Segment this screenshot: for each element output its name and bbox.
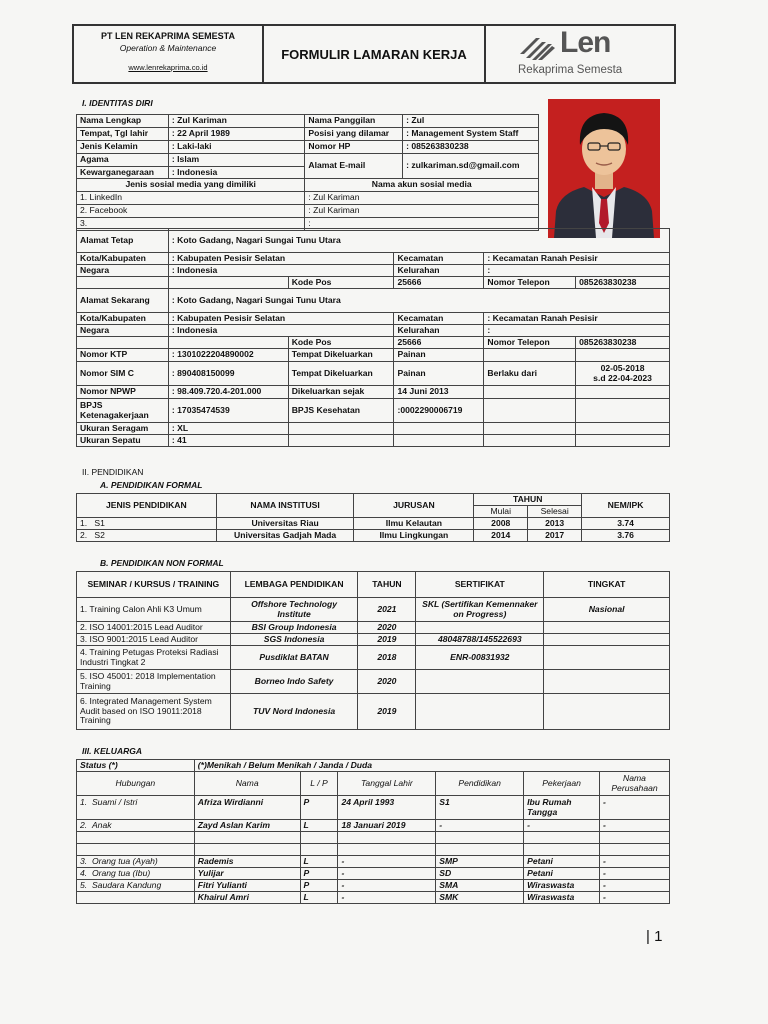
- hubungan-value: Anak: [91, 819, 112, 830]
- identity-table: [76, 114, 539, 231]
- label-nomor-telepon: Nomor Telepon: [484, 277, 576, 289]
- sertifikat-cell: [416, 622, 544, 634]
- value-nama-lengkap: : Zul Kariman: [168, 115, 304, 128]
- label-status: Status (*): [77, 760, 195, 772]
- pendidikan-cell: SMA: [436, 880, 524, 892]
- header-mulai: Mulai: [474, 506, 528, 518]
- value-seragam: : XL: [168, 423, 288, 435]
- pendidikan-cell: -: [436, 820, 524, 832]
- value-ktp: : 1301022204890002: [168, 349, 288, 362]
- row-number: 5.: [80, 879, 88, 890]
- section-keluarga-title: III. KELUARGA: [82, 746, 142, 756]
- nama-cell: Khairul Amri: [194, 892, 300, 904]
- nama-cell: Rademis: [194, 856, 300, 868]
- value-agama: : Islam: [168, 154, 304, 167]
- label-nomor-hp: Nomor HP: [305, 141, 403, 154]
- nama-cell: Yulijar: [194, 868, 300, 880]
- perusahaan-cell: -: [600, 856, 670, 868]
- header-selesai: Selesai: [528, 506, 582, 518]
- selesai-cell: 2013: [528, 518, 582, 530]
- value-bpjs-kes: :0002290006719: [394, 399, 484, 423]
- label-npwp: Nomor NPWP: [77, 386, 169, 399]
- sosmed-jenis: 2. Facebook: [77, 205, 305, 218]
- label-email: Alamat E-mail: [305, 154, 403, 179]
- header-tahun: TAHUN: [474, 494, 582, 506]
- table-row: [77, 844, 670, 856]
- lp-cell: P: [300, 868, 338, 880]
- hubungan-cell: [77, 820, 195, 832]
- hubungan-cell: [77, 856, 195, 868]
- tingkat-cell: [544, 634, 670, 646]
- table-row: [77, 880, 670, 892]
- value-sim: : 890408150099: [168, 362, 288, 386]
- label-berlaku: Berlaku dari: [484, 362, 576, 386]
- seminar-cell: 2. ISO 14001:2015 Lead Auditor: [77, 622, 231, 634]
- address-table: [76, 228, 670, 447]
- label-nomor-telepon: Nomor Telepon: [484, 337, 576, 349]
- header-jenis: JENIS PENDIDIKAN: [77, 494, 217, 518]
- header-institusi: NAMA INSTITUSI: [216, 494, 354, 518]
- value-email: : zulkariman.sd@gmail.com: [403, 154, 539, 179]
- header-tanggal-lahir: Tanggal Lahir: [338, 772, 436, 796]
- tgl-cell: -: [338, 892, 436, 904]
- lembaga-cell: SGS Indonesia: [230, 634, 358, 646]
- berlaku-dari: 02-05-2018: [600, 362, 645, 373]
- sertifikat-cell: 48048788/145522693: [416, 634, 544, 646]
- header-nama: Nama: [194, 772, 300, 796]
- jenis-value: S2: [94, 529, 105, 540]
- hubungan-cell: [77, 868, 195, 880]
- lembaga-cell: Borneo Indo Safety: [230, 670, 358, 694]
- sosmed-jenis: 1. LinkedIn: [77, 192, 305, 205]
- label-sim: Nomor SIM C: [77, 362, 169, 386]
- pekerjaan-cell: Petani: [524, 856, 600, 868]
- tgl-cell: 18 Januari 2019: [338, 820, 436, 832]
- value-kelurahan: :: [484, 325, 670, 337]
- label-kode-pos: Kode Pos: [288, 277, 394, 289]
- pekerjaan-cell: Wiraswasta: [524, 892, 600, 904]
- seminar-cell: 1. Training Calon Ahli K3 Umum: [77, 598, 231, 622]
- section-identitas-title: I. IDENTITAS DIRI: [82, 98, 153, 108]
- lembaga-cell: Pusdiklat BATAN: [230, 646, 358, 670]
- label-ktp-tempat: Tempat Dikeluarkan: [288, 349, 394, 362]
- sosmed-akun: :: [305, 218, 539, 231]
- nama-cell: Afriza Wirdianni: [194, 796, 300, 820]
- tahun-cell: 2020: [358, 670, 416, 694]
- lp-cell: L: [300, 856, 338, 868]
- company-website[interactable]: www.lenrekaprima.co.id: [128, 63, 208, 72]
- value-npwp-sejak: 14 Juni 2013: [394, 386, 484, 399]
- value-kota: : Kabupaten Pesisir Selatan: [168, 313, 394, 325]
- value-kode-pos: 25666: [394, 277, 484, 289]
- header-hubungan: Hubungan: [77, 772, 195, 796]
- label-kecamatan: Kecamatan: [394, 313, 484, 325]
- header-lp: L / P: [300, 772, 338, 796]
- label-sim-tempat: Tempat Dikeluarkan: [288, 362, 394, 386]
- table-row: [77, 694, 670, 730]
- label-kewarganegaraan: Kewarganegaraan: [77, 167, 169, 179]
- nama-cell: Fitri Yulianti: [194, 880, 300, 892]
- lembaga-cell: BSI Group Indonesia: [230, 622, 358, 634]
- row-number: 2.: [80, 529, 88, 540]
- company-logo: [486, 26, 674, 82]
- applicant-photo: [548, 99, 660, 238]
- value-kode-pos: 25666: [394, 337, 484, 349]
- row-number: 2.: [80, 819, 88, 830]
- value-npwp: : 98.409.720.4-201.000: [168, 386, 288, 399]
- table-row: [77, 598, 670, 622]
- perusahaan-cell: -: [600, 796, 670, 820]
- value-nomor-telepon: 085263830238: [576, 277, 670, 289]
- hubungan-value: Orang tua (Ibu): [91, 867, 151, 878]
- sosmed-akun: : Zul Kariman: [305, 205, 539, 218]
- nem-cell: 3.74: [582, 518, 670, 530]
- label-kota: Kota/Kabupaten: [77, 313, 169, 325]
- label-kelurahan: Kelurahan: [394, 325, 484, 337]
- value-alamat-tetap: : Koto Gadang, Nagari Sungai Tunu Utara: [168, 229, 669, 253]
- tgl-cell: -: [338, 868, 436, 880]
- lp-cell: L: [300, 820, 338, 832]
- tahun-cell: 2019: [358, 694, 416, 730]
- value-kota: : Kabupaten Pesisir Selatan: [168, 253, 394, 265]
- label-kota: Kota/Kabupaten: [77, 253, 169, 265]
- header-pendidikan: Pendidikan: [436, 772, 524, 796]
- pekerjaan-cell: Wiraswasta: [524, 880, 600, 892]
- hubungan-cell: [77, 796, 195, 820]
- table-row: [77, 820, 670, 832]
- value-bpjs-tk: : 17035474539: [168, 399, 288, 423]
- pendidikan-cell: S1: [436, 796, 524, 820]
- page-number-value: 1: [654, 928, 663, 945]
- page-number-divider: |: [646, 928, 655, 945]
- value-kelurahan: :: [484, 265, 670, 277]
- value-status: (*)Menikah / Belum Menikah / Janda / Duda: [194, 760, 669, 772]
- table-row: [77, 530, 670, 542]
- table-row: [77, 634, 670, 646]
- header-sertifikat: SERTIFIKAT: [416, 572, 544, 598]
- family-table: [76, 759, 670, 904]
- header-lembaga: LEMBAGA PENDIDIKAN: [230, 572, 358, 598]
- tgl-cell: -: [338, 856, 436, 868]
- berlaku-sampai: s.d 22-04-2023: [593, 372, 652, 383]
- mulai-cell: 2008: [474, 518, 528, 530]
- value-jenis-kelamin: : Laki-laki: [168, 141, 304, 154]
- table-row: [77, 856, 670, 868]
- tahun-cell: 2018: [358, 646, 416, 670]
- tahun-cell: 2020: [358, 622, 416, 634]
- pendidikan-cell: SMK: [436, 892, 524, 904]
- value-nomor-telepon: 085263830238: [576, 337, 670, 349]
- tahun-cell: 2021: [358, 598, 416, 622]
- nonformal-education-title: B. PENDIDIKAN NON FORMAL: [100, 558, 224, 568]
- row-number: 1.: [80, 517, 88, 528]
- company-block: [74, 26, 264, 82]
- label-kecamatan: Kecamatan: [394, 253, 484, 265]
- value-nomor-hp: : 085263830238: [403, 141, 539, 154]
- header-jurusan: JURUSAN: [354, 494, 474, 518]
- row-number: 1.: [80, 797, 88, 807]
- pekerjaan-cell: Ibu Rumah Tangga: [524, 796, 600, 820]
- sosmed-header-jenis: Jenis sosial media yang dimiliki: [77, 179, 305, 192]
- jurusan-cell: Ilmu Lingkungan: [354, 530, 474, 542]
- table-row: [77, 646, 670, 670]
- nama-cell: Zayd Aslan Karim: [194, 820, 300, 832]
- len-logo-icon: [518, 32, 558, 62]
- hubungan-cell: [77, 892, 195, 904]
- table-row: [77, 518, 670, 530]
- seminar-cell: 5. ISO 45001: 2018 Implementation Training: [77, 670, 231, 694]
- lp-cell: P: [300, 880, 338, 892]
- value-kewarganegaraan: : Indonesia: [168, 167, 304, 179]
- sertifikat-cell: ENR-00831932: [416, 646, 544, 670]
- table-row: [77, 892, 670, 904]
- label-kelurahan: Kelurahan: [394, 265, 484, 277]
- tingkat-cell: [544, 694, 670, 730]
- label-ttl: Tempat, Tgl lahir: [77, 128, 169, 141]
- value-kecamatan: : Kecamatan Ranah Pesisir: [484, 313, 670, 325]
- label-nama-panggilan: Nama Panggilan: [305, 115, 403, 128]
- pendidikan-cell: SD: [436, 868, 524, 880]
- value-negara: : Indonesia: [168, 265, 394, 277]
- lp-cell: P: [300, 796, 338, 820]
- tingkat-cell: [544, 646, 670, 670]
- value-nama-panggilan: : Zul: [403, 115, 539, 128]
- value-alamat-sekarang: : Koto Gadang, Nagari Sungai Tunu Utara: [168, 289, 669, 313]
- formal-education-title: A. PENDIDIKAN FORMAL: [100, 480, 203, 490]
- tahun-cell: 2019: [358, 634, 416, 646]
- label-agama: Agama: [77, 154, 169, 167]
- hubungan-value: Saudara Kandung: [91, 879, 162, 890]
- lembaga-cell: Offshore Technology Institute: [230, 598, 358, 622]
- jenis-cell: [77, 518, 217, 530]
- label-alamat-sekarang: Alamat Sekarang: [77, 289, 169, 313]
- pekerjaan-cell: -: [524, 820, 600, 832]
- formal-education-table: [76, 493, 670, 542]
- perusahaan-cell: -: [600, 868, 670, 880]
- tgl-cell: 24 April 1993: [338, 796, 436, 820]
- form-header: [72, 24, 676, 84]
- logo-subtitle: Rekaprima Semesta: [518, 64, 623, 76]
- portrait-image: [548, 99, 660, 238]
- hubungan-value: Suami / Istri: [91, 797, 138, 807]
- perusahaan-cell: -: [600, 880, 670, 892]
- label-seragam: Ukuran Seragam: [77, 423, 169, 435]
- mulai-cell: 2014: [474, 530, 528, 542]
- label-npwp-sejak: Dikeluarkan sejak: [288, 386, 394, 399]
- value-ttl: : 22 April 1989: [168, 128, 304, 141]
- sertifikat-cell: [416, 670, 544, 694]
- sertifikat-cell: [416, 694, 544, 730]
- label-negara: Negara: [77, 325, 169, 337]
- header-tahun: TAHUN: [358, 572, 416, 598]
- table-row: [77, 868, 670, 880]
- page-number: [646, 928, 662, 945]
- perusahaan-cell: -: [600, 820, 670, 832]
- row-number: 4.: [80, 867, 88, 878]
- table-row: [77, 832, 670, 844]
- table-row: [77, 670, 670, 694]
- form-title: FORMULIR LAMARAN KERJA: [264, 26, 486, 82]
- label-sepatu: Ukuran Sepatu: [77, 435, 169, 447]
- label-posisi: Posisi yang dilamar: [305, 128, 403, 141]
- jenis-cell: [77, 530, 217, 542]
- header-tingkat: TINGKAT: [544, 572, 670, 598]
- label-nama-lengkap: Nama Lengkap: [77, 115, 169, 128]
- jenis-value: S1: [94, 517, 105, 528]
- lp-cell: L: [300, 892, 338, 904]
- institusi-cell: Universitas Gadjah Mada: [216, 530, 354, 542]
- hubungan-cell: [77, 880, 195, 892]
- jurusan-cell: Ilmu Kelautan: [354, 518, 474, 530]
- header-perusahaan: Nama Perusahaan: [600, 772, 670, 796]
- institusi-cell: Universitas Riau: [216, 518, 354, 530]
- logo-word: Len: [560, 26, 611, 59]
- nem-cell: 3.76: [582, 530, 670, 542]
- label-kode-pos: Kode Pos: [288, 337, 394, 349]
- value-sim-tempat: Painan: [394, 362, 484, 386]
- label-bpjs-tk: BPJS Ketenagakerjaan: [77, 399, 169, 423]
- sertifikat-cell: SKL (Sertifikan Kemennaker on Progress): [416, 598, 544, 622]
- perusahaan-cell: -: [600, 892, 670, 904]
- tingkat-cell: [544, 670, 670, 694]
- table-row: [77, 796, 670, 820]
- value-kecamatan: : Kecamatan Ranah Pesisir: [484, 253, 670, 265]
- pekerjaan-cell: Petani: [524, 868, 600, 880]
- pendidikan-cell: SMP: [436, 856, 524, 868]
- row-number: 3.: [80, 855, 88, 866]
- tgl-cell: -: [338, 880, 436, 892]
- value-posisi: : Management System Staff: [403, 128, 539, 141]
- seminar-cell: 3. ISO 9001:2015 Lead Auditor: [77, 634, 231, 646]
- lembaga-cell: TUV Nord Indonesia: [230, 694, 358, 730]
- sosmed-akun: : Zul Kariman: [305, 192, 539, 205]
- section-pendidikan-title: II. PENDIDIKAN: [82, 467, 144, 477]
- header-seminar: SEMINAR / KURSUS / TRAINING: [77, 572, 231, 598]
- label-negara: Negara: [77, 265, 169, 277]
- value-berlaku: [576, 362, 670, 386]
- nonformal-education-table: [76, 571, 670, 730]
- value-ktp-tempat: Painan: [394, 349, 484, 362]
- company-name: PT LEN REKAPRIMA SEMESTA: [100, 31, 235, 41]
- division-name: Operation & Maintenance: [119, 43, 217, 53]
- tingkat-cell: [544, 622, 670, 634]
- tingkat-cell: Nasional: [544, 598, 670, 622]
- selesai-cell: 2017: [528, 530, 582, 542]
- seminar-cell: 4. Training Petugas Proteksi Radiasi Industri Tingkat 2: [77, 646, 231, 670]
- sosmed-jenis: 3.: [77, 218, 305, 231]
- label-bpjs-kes: BPJS Kesehatan: [288, 399, 394, 423]
- hubungan-value: Orang tua (Ayah): [91, 855, 158, 866]
- label-alamat-tetap: Alamat Tetap: [77, 229, 169, 253]
- header-pekerjaan: Pekerjaan: [524, 772, 600, 796]
- sosmed-header-akun: Nama akun sosial media: [305, 179, 539, 192]
- value-sepatu: : 41: [168, 435, 288, 447]
- value-negara: : Indonesia: [168, 325, 394, 337]
- header-nem: NEM/IPK: [582, 494, 670, 518]
- seminar-cell: 6. Integrated Management System Audit based on ISO 19011:2018 Training: [77, 694, 231, 730]
- label-jenis-kelamin: Jenis Kelamin: [77, 141, 169, 154]
- label-ktp: Nomor KTP: [77, 349, 169, 362]
- table-row: [77, 622, 670, 634]
